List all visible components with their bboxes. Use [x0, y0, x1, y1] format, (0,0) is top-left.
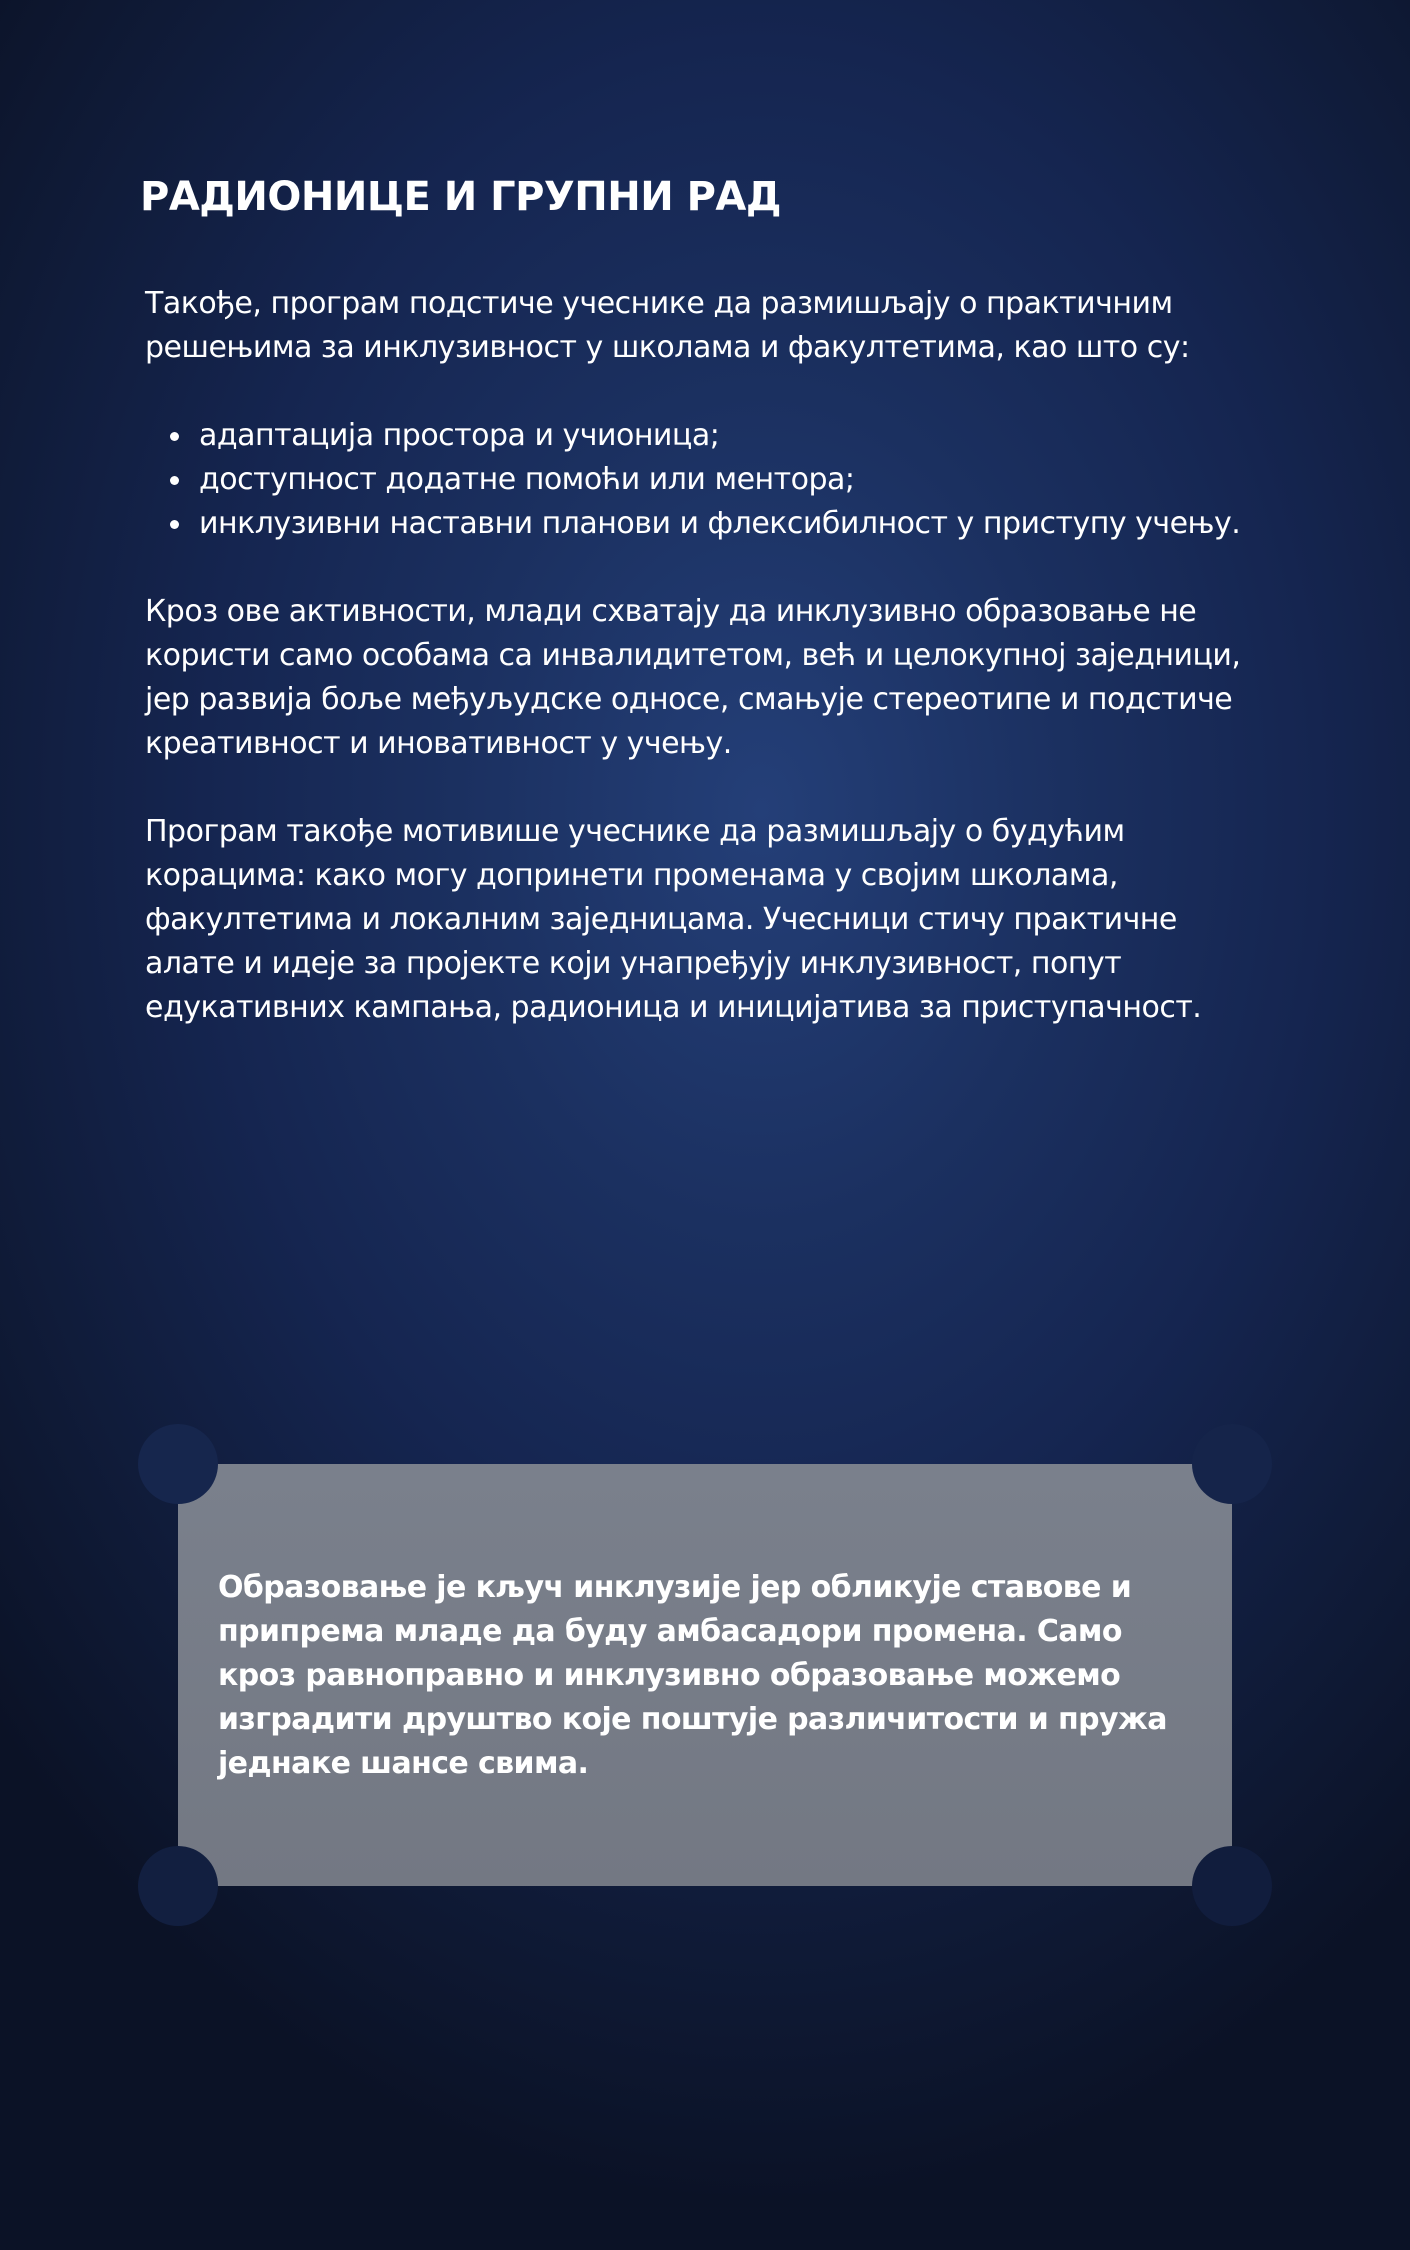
body-text: [145, 282, 1275, 1030]
bullet-list: [145, 414, 1275, 546]
list-item: [145, 502, 1275, 546]
list-item-text: адаптација простора и учионица;: [199, 418, 720, 453]
list-item: [145, 414, 1275, 458]
corner-notch: [1192, 1424, 1272, 1504]
paragraph-spacer: [145, 370, 1275, 414]
list-item-text: инклузивни наставни планови и флексибилност у приступу учењу.: [199, 506, 1241, 541]
paragraph-activities: Кроз ове активности, млади схватају да инклузивно образовање не користи само особама са инвалидитетом, већ и целокупној заједници, јер развија боље међуљудске односе, смањује стереотипе и подстиче креативност и иновативност у учењу.: [145, 594, 1241, 761]
paragraph-future-steps: Програм такође мотивише учеснике да размишљају о будућим корацима: како могу допринети променама у својим школама, факултетима и локалним заједницама. Учесници стичу практичне алате и идеје за пројекте који унапређују инклузивност, попут едукативних кампања, радионица и иницијатива за приступачност.: [145, 814, 1202, 1025]
callout-box: [178, 1464, 1232, 1886]
list-item: [145, 458, 1275, 502]
bullet-icon: [170, 520, 179, 529]
paragraph-spacer: [145, 766, 1275, 810]
intro-paragraph: Такође, програм подстиче учеснике да размишљају о практичним решењима за инклузивност у школама и факултетима, као што су:: [145, 286, 1190, 365]
corner-notch: [138, 1424, 218, 1504]
corner-notch: [138, 1846, 218, 1926]
corner-notch: [1192, 1846, 1272, 1926]
section-heading: РАДИОНИЦЕ И ГРУПНИ РАД: [140, 174, 781, 220]
list-item-text: доступност додатне помоћи или ментора;: [199, 462, 855, 497]
bullet-icon: [170, 476, 179, 485]
paragraph-spacer: [145, 546, 1275, 590]
bullet-icon: [170, 432, 179, 441]
callout-text: Образовање је кључ инклузије јер обликује ставове и припрема младе да буду амбасадори промена. Само кроз равноправно и инклузивно образовање можемо изградити друштво које поштује различитости и пружа једнаке шансе свима.: [218, 1570, 1167, 1781]
